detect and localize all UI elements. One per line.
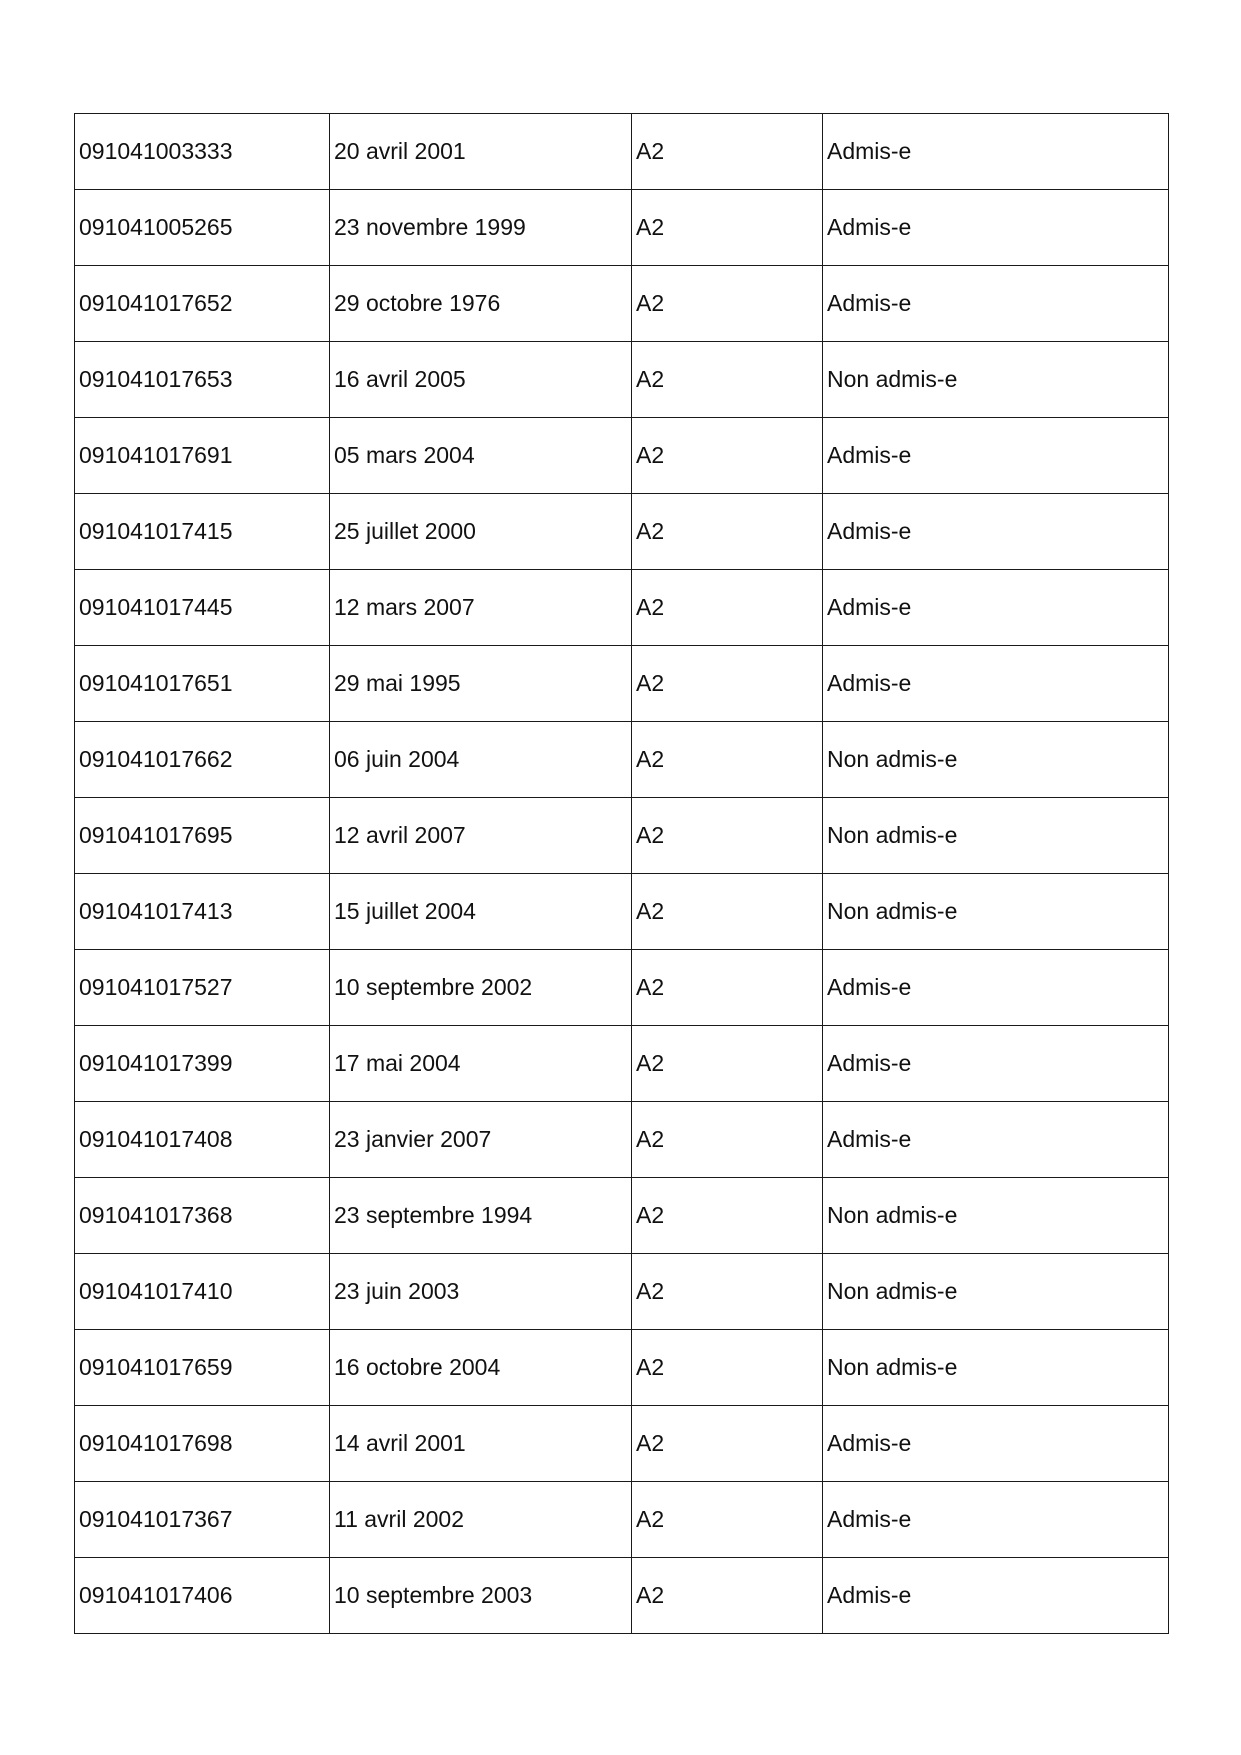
table-row — [75, 266, 1169, 342]
table-row — [75, 1330, 1169, 1406]
result-cell: Admis-e — [823, 1558, 1169, 1634]
level-cell: A2 — [632, 798, 823, 874]
candidate-id-cell: 091041017367 — [75, 1482, 330, 1558]
table-row — [75, 114, 1169, 190]
candidate-id-cell: 091041017408 — [75, 1102, 330, 1178]
birth-date-cell: 29 mai 1995 — [330, 646, 632, 722]
table-row — [75, 1178, 1169, 1254]
candidate-id-cell: 091041017406 — [75, 1558, 330, 1634]
table-row — [75, 1254, 1169, 1330]
candidate-id-cell: 091041017410 — [75, 1254, 330, 1330]
level-cell: A2 — [632, 418, 823, 494]
birth-date-cell: 23 janvier 2007 — [330, 1102, 632, 1178]
result-cell: Admis-e — [823, 1026, 1169, 1102]
level-cell: A2 — [632, 874, 823, 950]
candidate-id-cell: 091041017695 — [75, 798, 330, 874]
birth-date-cell: 12 avril 2007 — [330, 798, 632, 874]
table-row — [75, 722, 1169, 798]
candidate-id-cell: 091041017527 — [75, 950, 330, 1026]
birth-date-cell: 23 novembre 1999 — [330, 190, 632, 266]
level-cell: A2 — [632, 1026, 823, 1102]
birth-date-cell: 16 avril 2005 — [330, 342, 632, 418]
level-cell: A2 — [632, 190, 823, 266]
table-row — [75, 950, 1169, 1026]
table-row — [75, 1482, 1169, 1558]
level-cell: A2 — [632, 570, 823, 646]
result-cell: Admis-e — [823, 1482, 1169, 1558]
candidate-id-cell: 091041017691 — [75, 418, 330, 494]
birth-date-cell: 10 septembre 2002 — [330, 950, 632, 1026]
birth-date-cell: 15 juillet 2004 — [330, 874, 632, 950]
candidate-id-cell: 091041017659 — [75, 1330, 330, 1406]
level-cell: A2 — [632, 1254, 823, 1330]
candidate-id-cell: 091041017413 — [75, 874, 330, 950]
table-row — [75, 798, 1169, 874]
result-cell: Admis-e — [823, 950, 1169, 1026]
birth-date-cell: 05 mars 2004 — [330, 418, 632, 494]
birth-date-cell: 12 mars 2007 — [330, 570, 632, 646]
level-cell: A2 — [632, 266, 823, 342]
result-cell: Non admis-e — [823, 722, 1169, 798]
birth-date-cell: 23 septembre 1994 — [330, 1178, 632, 1254]
birth-date-cell: 14 avril 2001 — [330, 1406, 632, 1482]
birth-date-cell: 10 septembre 2003 — [330, 1558, 632, 1634]
candidate-id-cell: 091041017662 — [75, 722, 330, 798]
birth-date-cell: 16 octobre 2004 — [330, 1330, 632, 1406]
level-cell: A2 — [632, 1102, 823, 1178]
result-cell: Admis-e — [823, 494, 1169, 570]
birth-date-cell: 17 mai 2004 — [330, 1026, 632, 1102]
result-cell: Admis-e — [823, 570, 1169, 646]
level-cell: A2 — [632, 1482, 823, 1558]
result-cell: Admis-e — [823, 646, 1169, 722]
result-cell: Non admis-e — [823, 1330, 1169, 1406]
table-row — [75, 190, 1169, 266]
candidate-id-cell: 091041017445 — [75, 570, 330, 646]
candidate-id-cell: 091041017415 — [75, 494, 330, 570]
birth-date-cell: 23 juin 2003 — [330, 1254, 632, 1330]
level-cell: A2 — [632, 950, 823, 1026]
candidate-id-cell: 091041017368 — [75, 1178, 330, 1254]
result-cell: Non admis-e — [823, 342, 1169, 418]
table-row — [75, 342, 1169, 418]
birth-date-cell: 11 avril 2002 — [330, 1482, 632, 1558]
result-cell: Non admis-e — [823, 1254, 1169, 1330]
result-cell: Non admis-e — [823, 798, 1169, 874]
table-row — [75, 418, 1169, 494]
level-cell: A2 — [632, 722, 823, 798]
candidate-id-cell: 091041003333 — [75, 114, 330, 190]
birth-date-cell: 20 avril 2001 — [330, 114, 632, 190]
level-cell: A2 — [632, 1558, 823, 1634]
level-cell: A2 — [632, 646, 823, 722]
table-row — [75, 570, 1169, 646]
result-cell: Admis-e — [823, 190, 1169, 266]
candidate-id-cell: 091041005265 — [75, 190, 330, 266]
level-cell: A2 — [632, 1406, 823, 1482]
table-row — [75, 874, 1169, 950]
birth-date-cell: 29 octobre 1976 — [330, 266, 632, 342]
result-cell: Admis-e — [823, 114, 1169, 190]
result-cell: Admis-e — [823, 1406, 1169, 1482]
candidate-id-cell: 091041017653 — [75, 342, 330, 418]
result-cell: Non admis-e — [823, 1178, 1169, 1254]
table-row — [75, 646, 1169, 722]
candidate-id-cell: 091041017698 — [75, 1406, 330, 1482]
candidate-id-cell: 091041017399 — [75, 1026, 330, 1102]
level-cell: A2 — [632, 1330, 823, 1406]
birth-date-cell: 25 juillet 2000 — [330, 494, 632, 570]
level-cell: A2 — [632, 342, 823, 418]
level-cell: A2 — [632, 1178, 823, 1254]
candidate-id-cell: 091041017651 — [75, 646, 330, 722]
results-table-body — [75, 114, 1169, 1634]
table-row — [75, 1406, 1169, 1482]
level-cell: A2 — [632, 114, 823, 190]
result-cell: Admis-e — [823, 1102, 1169, 1178]
table-row — [75, 1558, 1169, 1634]
results-table — [74, 113, 1169, 1634]
birth-date-cell: 06 juin 2004 — [330, 722, 632, 798]
table-row — [75, 1102, 1169, 1178]
table-row — [75, 1026, 1169, 1102]
result-cell: Non admis-e — [823, 874, 1169, 950]
result-cell: Admis-e — [823, 266, 1169, 342]
table-row — [75, 494, 1169, 570]
candidate-id-cell: 091041017652 — [75, 266, 330, 342]
level-cell: A2 — [632, 494, 823, 570]
result-cell: Admis-e — [823, 418, 1169, 494]
